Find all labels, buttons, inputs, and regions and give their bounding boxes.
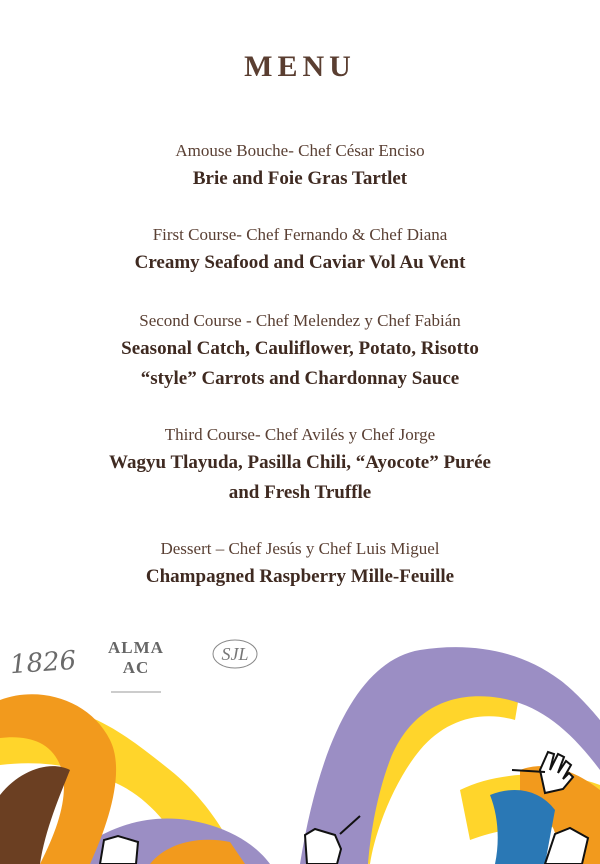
course-label: Second Course - Chef Melendez y Chef Fabián <box>139 311 461 330</box>
logo-alma-underline <box>106 688 166 696</box>
course-label: Third Course- Chef Avilés y Chef Jorge <box>164 425 436 444</box>
course-third <box>20 422 580 508</box>
course-amouse-bouche <box>20 138 580 194</box>
logo-alma-ac: ALMA AC <box>96 638 176 701</box>
hand-bottom-left-icon <box>100 836 138 864</box>
sponsor-logos <box>0 630 600 690</box>
dish-name-line-2: and Fresh Truffle <box>228 482 372 503</box>
course-label: Amouse Bouche- Chef César Enciso <box>175 141 425 160</box>
menu-title: MENU <box>244 50 356 83</box>
logo-sjl-text: SJL <box>221 644 249 664</box>
dish-name-line-2: “style” Carrots and Chardonnay Sauce <box>140 368 460 389</box>
hand-bottom-right-icon <box>545 828 588 864</box>
dish-name: Brie and Foie Gras Tartlet <box>192 168 408 189</box>
course-dessert <box>20 536 580 592</box>
dish-name: Champagned Raspberry Mille-Feuille <box>145 566 455 587</box>
logo-1826: 1826 <box>9 645 78 681</box>
dish-name: Creamy Seafood and Caviar Vol Au Vent <box>134 252 466 273</box>
dish-name-line-1: Wagyu Tlayuda, Pasilla Chili, “Ayocote” Purée <box>109 452 491 473</box>
course-second <box>20 308 580 394</box>
course-label: First Course- Chef Fernando & Chef Diana <box>152 225 448 244</box>
course-label: Dessert – Chef Jesús y Chef Luis Miguel <box>160 539 440 558</box>
blue-ribbon <box>490 790 555 864</box>
course-first <box>20 222 580 278</box>
logo-sjl <box>205 632 265 682</box>
dish-name-line-1: Seasonal Catch, Cauliflower, Potato, Risotto <box>121 338 479 359</box>
logo-sjl-mark <box>205 632 265 682</box>
